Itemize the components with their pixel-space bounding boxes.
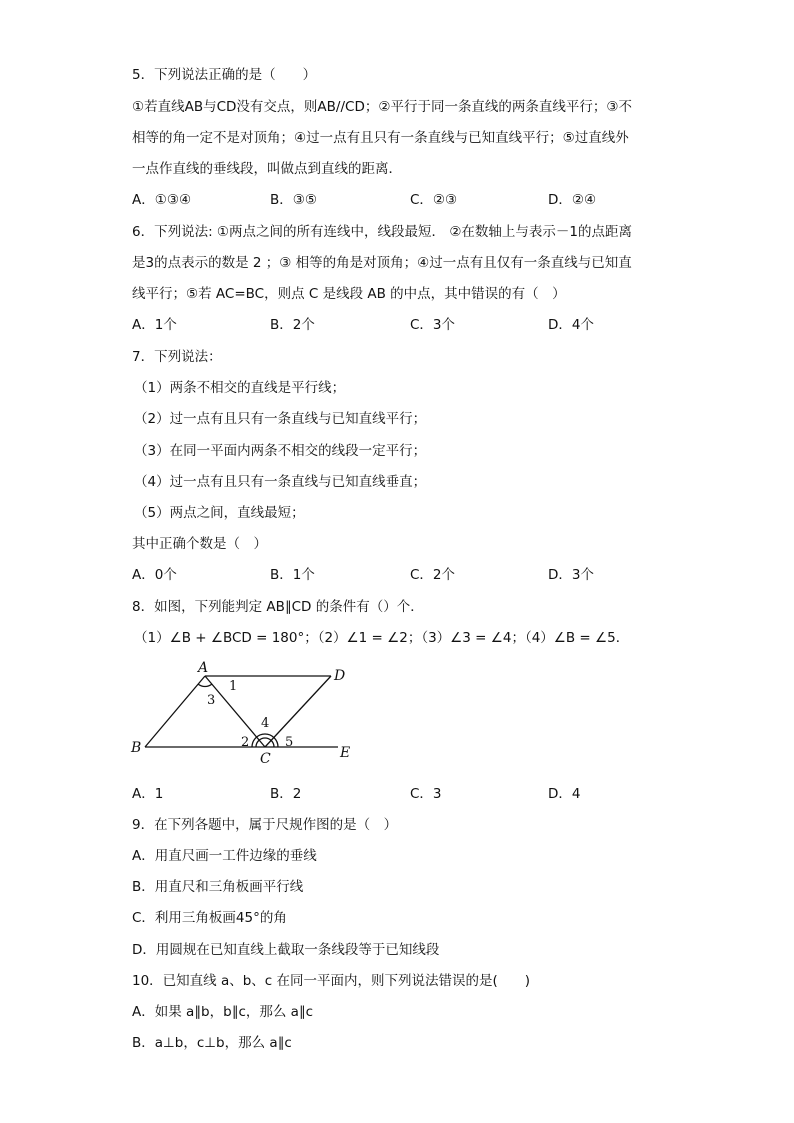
q7-item-4: （4）过一点有且只有一条直线与已知直线垂直； (134, 474, 427, 490)
q6-option-c: C．3个 (410, 317, 456, 333)
angle-4-label: 4 (261, 716, 270, 731)
q9-stem: 9．在下列各题中，属于尺规作图的是（ ） (132, 817, 398, 833)
q7-option-d: D．3个 (548, 567, 594, 583)
q7-tail: 其中正确个数是（ ） (132, 536, 267, 552)
q8-stem: 8．如图，下列能判定 AB∥CD 的条件有（）个． (132, 599, 424, 615)
q10-stem: 10．已知直线 a、b、c 在同一平面内，则下列说法错误的是( ) (132, 973, 531, 989)
point-d-label: D (334, 668, 346, 684)
q7-item-3: （3）在同一平面内两条不相交的线段一定平行； (134, 443, 427, 459)
q8-figure (128, 658, 368, 770)
q8-option-c: C．3 (410, 786, 442, 802)
point-b-label: B (131, 740, 142, 756)
q7-option-b: B．1个 (270, 567, 315, 583)
point-e-label: E (340, 745, 351, 761)
q6-option-d: D．4个 (548, 317, 594, 333)
angle-5-label: 5 (285, 735, 294, 750)
q5-option-c: C．②③ (410, 192, 458, 208)
q8-option-a: A．1 (132, 786, 164, 802)
q5-option-a: A．①③④ (132, 192, 192, 208)
q6-line-3: 线平行；⑤若 AC=BC，则点 C 是线段 AB 的中点，其中错误的有（ ） (132, 286, 566, 302)
q7-item-2: （2）过一点有且只有一条直线与已知直线平行； (134, 411, 427, 427)
q6-line-1: 6．下列说法: ①两点之间的所有连线中，线段最短． ②在数轴上与表示－1的点距离 (132, 224, 633, 240)
q8-option-b: B．2 (270, 786, 302, 802)
q9-option-d: D．用圆规在已知直线上截取一条线段等于已知线段 (132, 942, 440, 958)
q7-stem: 7．下列说法： (132, 349, 222, 365)
q6-line-2: 是3的点表示的数是 2 ；③ 相等的角是对顶角；④过一点有且仅有一条直线与已知直 (132, 255, 632, 271)
angle-3-label: 3 (207, 693, 216, 708)
q7-option-c: C．2个 (410, 567, 456, 583)
point-a-label: A (198, 660, 209, 676)
line-cd (265, 676, 331, 747)
point-c-label: C (260, 751, 271, 767)
q5-line-1: ①若直线AB与CD没有交点，则AB//CD；②平行于同一条直线的两条直线平行；③不 (132, 99, 633, 115)
q7-item-1: （1）两条不相交的直线是平行线； (134, 380, 346, 396)
line-ab (145, 676, 205, 747)
q6-option-b: B．2个 (270, 317, 315, 333)
q6-option-a: A．1个 (132, 317, 177, 333)
angle-1-label: 1 (229, 679, 238, 694)
angle-2-label: 2 (241, 735, 250, 750)
q5-stem: 5．下列说法正确的是（ ） (132, 67, 317, 83)
angle-arc-a (198, 684, 212, 687)
q5-option-b: B．③⑤ (270, 192, 317, 208)
q5-line-2: 相等的角一定不是对顶角；④过一点有且只有一条直线与已知直线平行；⑤过直线外 (132, 130, 629, 146)
q9-option-a: A．用直尺画一工件边缘的垂线 (132, 848, 317, 864)
q7-option-a: A．0个 (132, 567, 177, 583)
q8-option-d: D．4 (548, 786, 581, 802)
q5-line-3: 一点作直线的垂线段，叫做点到直线的距离． (132, 161, 402, 177)
q10-option-a: A．如果 a∥b，b∥c，那么 a∥c (132, 1004, 314, 1020)
q9-option-b: B．用直尺和三角板画平行线 (132, 879, 304, 895)
q9-option-c: C．利用三角板画45°的角 (132, 910, 287, 926)
q5-option-d: D．②④ (548, 192, 597, 208)
q7-item-5: （5）两点之间，直线最短； (134, 505, 305, 521)
q8-conditions: （1）∠B + ∠BCD = 180°；（2）∠1 = ∠2；（3）∠3 = ∠4；（4）∠B = ∠5． (134, 630, 630, 646)
q10-option-b: B．a⊥b，c⊥b，那么 a∥c (132, 1035, 292, 1051)
